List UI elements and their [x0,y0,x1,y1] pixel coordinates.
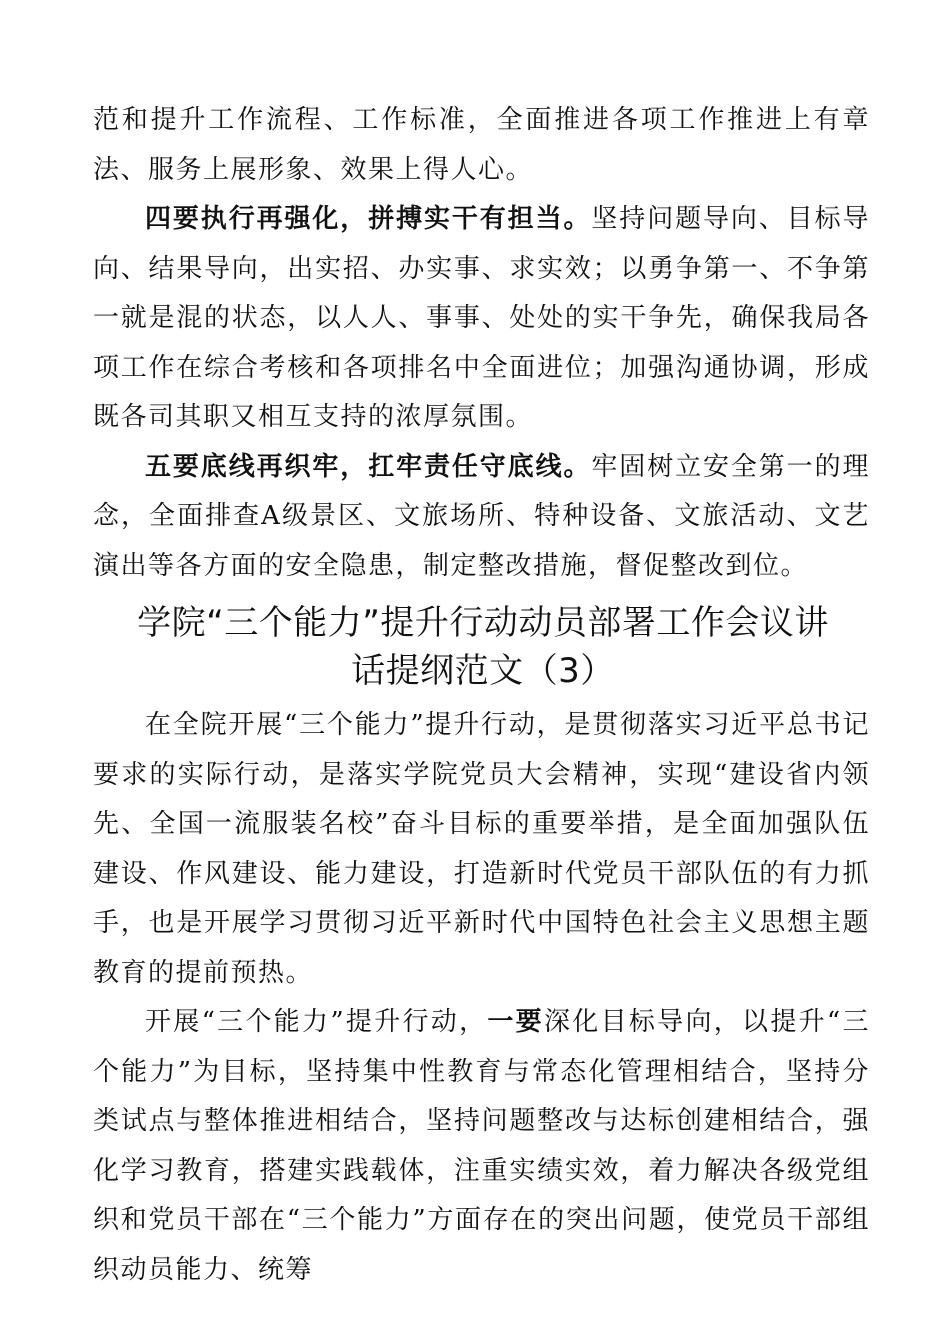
paragraph-intro [93,701,870,998]
title-line-2: 话提纲范文（3） [351,651,615,691]
paragraph-point-four [93,195,870,443]
title-line-1: 学院“三个能力”提升行动动员部署工作会议讲 [137,603,829,643]
point-heading: 五要底线再织牢，扛牢责任守底线。 [145,451,592,482]
section-title [83,599,883,695]
requirement-heading: 一要 [487,1007,544,1037]
paragraph-text: 范和提升工作流程、工作标准，全面推进各项工作推进上有章法、服务上展形象、效果上得人心。 [93,105,870,185]
paragraph-continuation [93,96,870,195]
paragraph-point-five [93,443,870,592]
paragraph-text: 开展“三个能力”提升行动， [145,1007,488,1037]
point-heading: 四要执行再强化，拼搏实干有担当。 [145,204,592,234]
paragraph-text: 坚持问题导向、目标导向、结果导向，出实招、办实事、求实效；以勇争第一、不争第一就是混的状态，以人人、事事、处处的实干争先，确保我局各项工作在综合考核和各项排名中全面进位；加强沟通协调，形成既各司其职又相互支持的浓厚氛围。 [93,204,870,432]
paragraph-text: 深化目标导向，以提升“三个能力”为目标，坚持集中性教育与常态化管理相结合，坚持分类试点与整体推进相结合，坚持问题整改与达标创建相结合，强化学习教育，搭建实践载体，注重实绩实效，着力解决各级党组织和党员干部在“三个能力”方面存在的突出问题，使党员干部组织动员能力、统筹 [93,1007,870,1285]
paragraph-first-requirement [93,998,870,1295]
paragraph-text: 牢固树立安全第一的理念，全面排查A级景区、文旅场所、特种设备、文旅活动、文艺演出等各方面的安全隐患，制定整改措施，督促整改到位。 [93,451,870,581]
paragraph-text: 在全院开展“三个能力”提升行动，是贯彻落实习近平总书记要求的实际行动，是落实学院党员大会精神，实现“建设省内领先、全国一流服装名校”奋斗目标的重要举措，是全面加强队伍建设、作风建设、能力建设，打造新时代党员干部队伍的有力抓手，也是开展学习贯彻习近平新时代中国特色社会主义思想主题教育的提前预热。 [93,710,870,988]
